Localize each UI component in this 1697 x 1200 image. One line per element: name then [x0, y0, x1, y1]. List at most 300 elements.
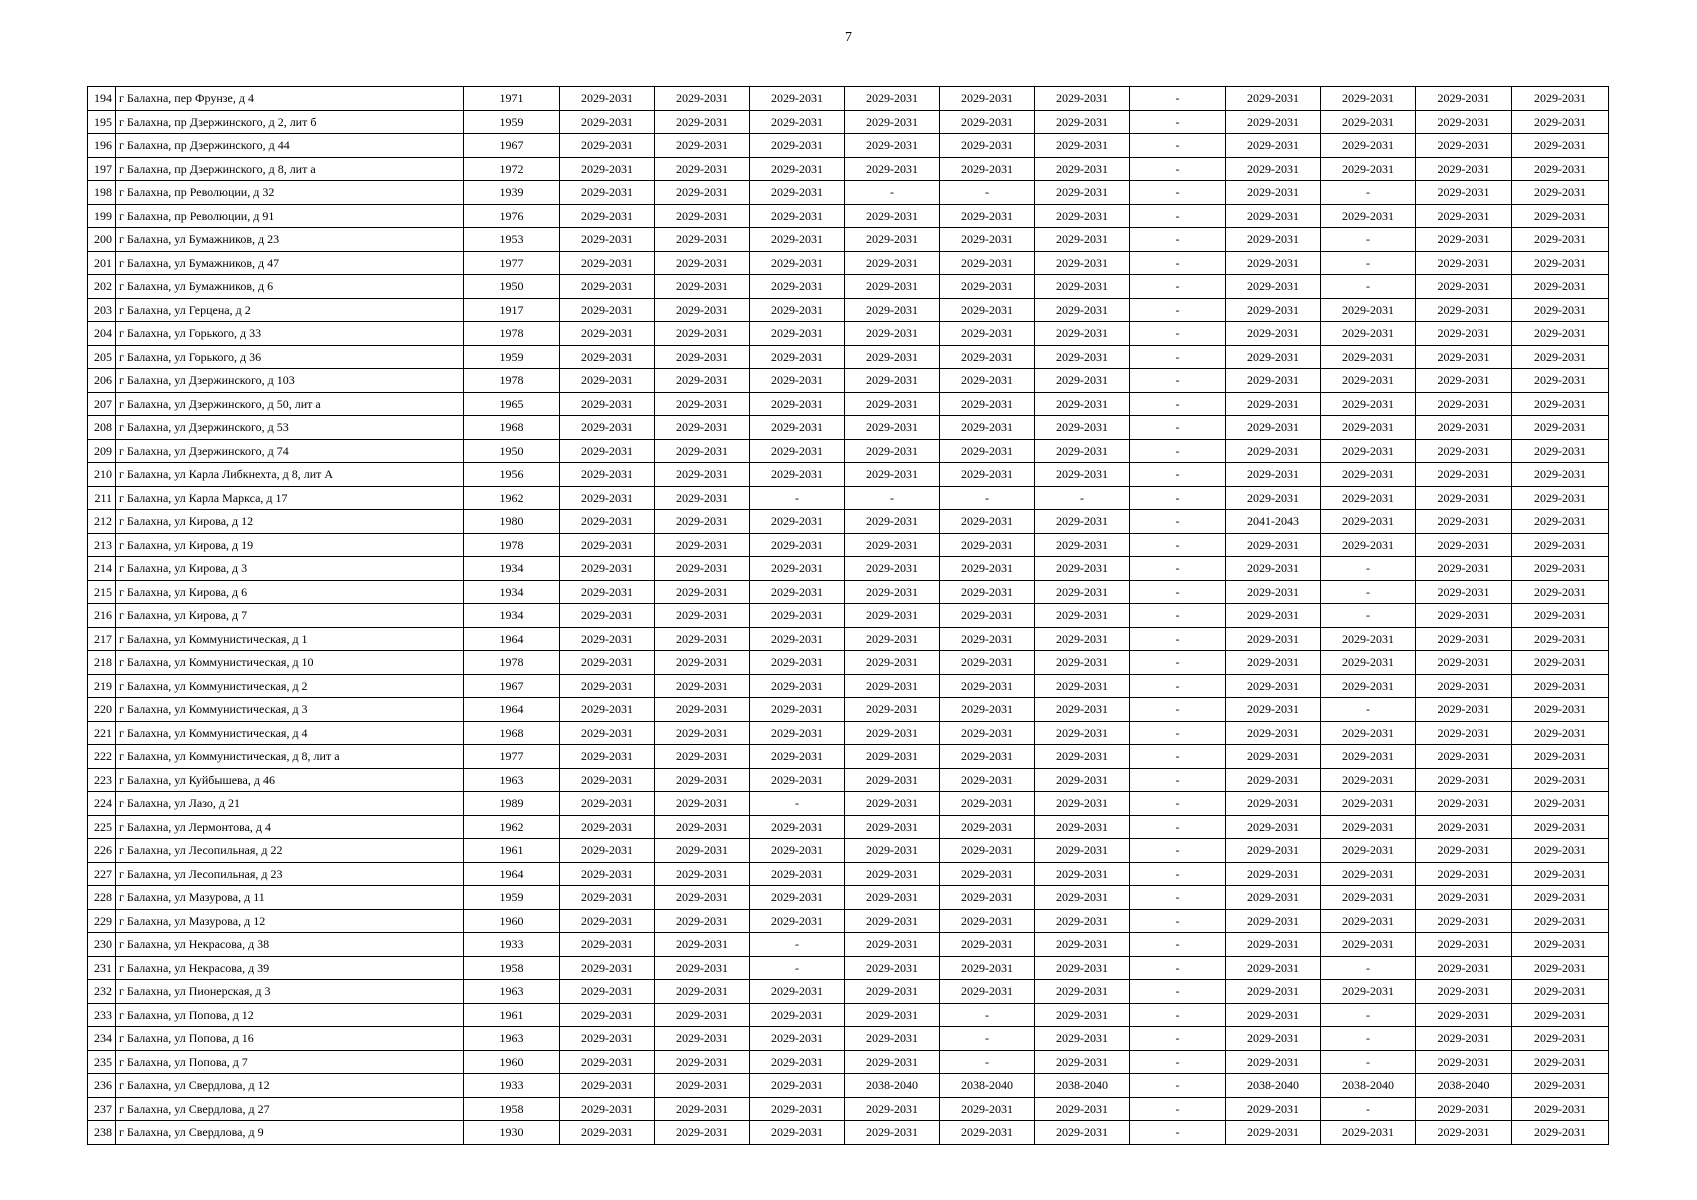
period-cell: - [1130, 909, 1226, 933]
period-cell: 2029-2031 [845, 1027, 940, 1051]
address-cell: г Балахна, ул Карла Либкнехта, д 8, лит А [116, 463, 464, 487]
period-cell: 2029-2031 [1035, 698, 1130, 722]
period-cell: 2029-2031 [1321, 322, 1416, 346]
period-cell: 2029-2031 [1226, 674, 1321, 698]
table-row [88, 1003, 1609, 1027]
table-row [88, 439, 1609, 463]
address-cell: г Балахна, ул Лесопильная, д 22 [116, 839, 464, 863]
period-cell: 2029-2031 [1321, 439, 1416, 463]
period-cell: - [1130, 604, 1226, 628]
period-cell: 2029-2031 [1226, 1003, 1321, 1027]
period-cell: - [940, 1003, 1035, 1027]
address-cell: г Балахна, пр Дзержинского, д 44 [116, 134, 464, 158]
period-cell: 2029-2031 [1226, 651, 1321, 675]
period-cell: 2029-2031 [655, 369, 750, 393]
row-number: 223 [88, 768, 116, 792]
period-cell: 2029-2031 [1035, 604, 1130, 628]
period-cell: 2029-2031 [940, 745, 1035, 769]
table-row [88, 322, 1609, 346]
period-cell: - [750, 486, 845, 510]
table-row [88, 134, 1609, 158]
period-cell: 2029-2031 [1512, 909, 1609, 933]
row-number: 197 [88, 157, 116, 181]
period-cell: 2029-2031 [750, 721, 845, 745]
row-number: 225 [88, 815, 116, 839]
period-cell: 2029-2031 [1226, 627, 1321, 651]
period-cell: 2029-2031 [1512, 181, 1609, 205]
table-row [88, 627, 1609, 651]
period-cell: 2029-2031 [1321, 792, 1416, 816]
period-cell: 2029-2031 [1512, 369, 1609, 393]
period-cell: 2029-2031 [1321, 298, 1416, 322]
period-cell: 2029-2031 [1226, 815, 1321, 839]
period-cell: 2029-2031 [655, 228, 750, 252]
table-row [88, 792, 1609, 816]
year-cell: 1962 [464, 486, 560, 510]
period-cell: - [940, 486, 1035, 510]
year-cell: 1976 [464, 204, 560, 228]
period-cell: 2029-2031 [655, 933, 750, 957]
period-cell: 2029-2031 [750, 1050, 845, 1074]
table-row [88, 369, 1609, 393]
period-cell: 2029-2031 [750, 322, 845, 346]
row-number: 216 [88, 604, 116, 628]
period-cell: 2029-2031 [940, 557, 1035, 581]
row-number: 219 [88, 674, 116, 698]
period-cell: 2029-2031 [1416, 815, 1512, 839]
year-cell: 1965 [464, 392, 560, 416]
period-cell: 2029-2031 [1416, 510, 1512, 534]
period-cell: 2029-2031 [750, 815, 845, 839]
year-cell: 1930 [464, 1121, 560, 1145]
period-cell: 2029-2031 [655, 698, 750, 722]
period-cell: 2029-2031 [940, 322, 1035, 346]
year-cell: 1956 [464, 463, 560, 487]
period-cell: 2029-2031 [1512, 251, 1609, 275]
address-cell: г Балахна, ул Горького, д 36 [116, 345, 464, 369]
period-cell: 2029-2031 [1512, 815, 1609, 839]
table-row [88, 345, 1609, 369]
period-cell: 2029-2031 [845, 204, 940, 228]
period-cell: 2029-2031 [1226, 486, 1321, 510]
period-cell: 2029-2031 [1416, 886, 1512, 910]
period-cell: 2029-2031 [845, 392, 940, 416]
address-cell: г Балахна, ул Коммунистическая, д 4 [116, 721, 464, 745]
period-cell: 2029-2031 [750, 157, 845, 181]
period-cell: 2029-2031 [560, 533, 655, 557]
period-cell: 2029-2031 [1321, 1121, 1416, 1145]
period-cell: 2029-2031 [845, 275, 940, 299]
period-cell: 2029-2031 [940, 134, 1035, 158]
period-cell: 2029-2031 [655, 134, 750, 158]
period-cell: 2029-2031 [1226, 1050, 1321, 1074]
row-number: 224 [88, 792, 116, 816]
period-cell: 2029-2031 [560, 933, 655, 957]
period-cell: - [1130, 416, 1226, 440]
period-cell: 2029-2031 [560, 627, 655, 651]
year-cell: 1989 [464, 792, 560, 816]
table-row [88, 486, 1609, 510]
address-cell: г Балахна, ул Дзержинского, д 53 [116, 416, 464, 440]
period-cell: 2029-2031 [845, 768, 940, 792]
period-cell: 2029-2031 [1321, 392, 1416, 416]
period-cell: 2029-2031 [750, 416, 845, 440]
period-cell: - [1321, 698, 1416, 722]
period-cell: 2029-2031 [940, 416, 1035, 440]
period-cell: 2029-2031 [1035, 1027, 1130, 1051]
period-cell: 2029-2031 [1035, 110, 1130, 134]
period-cell: 2038-2040 [940, 1074, 1035, 1098]
table-row [88, 1121, 1609, 1145]
year-cell: 1967 [464, 674, 560, 698]
period-cell: - [1130, 674, 1226, 698]
year-cell: 1963 [464, 980, 560, 1004]
period-cell: 2029-2031 [940, 392, 1035, 416]
period-cell: 2029-2031 [560, 1074, 655, 1098]
period-cell: 2029-2031 [845, 839, 940, 863]
period-cell: 2029-2031 [560, 157, 655, 181]
period-cell: 2029-2031 [940, 627, 1035, 651]
period-cell: 2029-2031 [1035, 157, 1130, 181]
period-cell: 2029-2031 [1035, 745, 1130, 769]
period-cell: 2029-2031 [1226, 839, 1321, 863]
period-cell: 2029-2031 [1512, 533, 1609, 557]
period-cell: - [1130, 204, 1226, 228]
period-cell: 2029-2031 [940, 110, 1035, 134]
row-number: 200 [88, 228, 116, 252]
period-cell: 2029-2031 [940, 956, 1035, 980]
period-cell: 2029-2031 [1416, 181, 1512, 205]
row-number: 208 [88, 416, 116, 440]
period-cell: 2029-2031 [845, 1097, 940, 1121]
period-cell: 2029-2031 [1512, 298, 1609, 322]
table-row [88, 392, 1609, 416]
page-number: 7 [845, 30, 852, 45]
period-cell: 2029-2031 [1416, 322, 1512, 346]
period-cell: 2029-2031 [1035, 416, 1130, 440]
period-cell: 2029-2031 [845, 134, 940, 158]
period-cell: - [1130, 651, 1226, 675]
period-cell: 2029-2031 [845, 580, 940, 604]
period-cell: 2029-2031 [750, 651, 845, 675]
year-cell: 1967 [464, 134, 560, 158]
period-cell: 2038-2040 [845, 1074, 940, 1098]
row-number: 232 [88, 980, 116, 1004]
row-number: 229 [88, 909, 116, 933]
period-cell: 2029-2031 [1416, 862, 1512, 886]
period-cell: - [1130, 557, 1226, 581]
period-cell: 2029-2031 [845, 87, 940, 111]
period-cell: 2029-2031 [1512, 416, 1609, 440]
year-cell: 1934 [464, 580, 560, 604]
period-cell: 2029-2031 [655, 886, 750, 910]
period-cell: 2029-2031 [1512, 110, 1609, 134]
address-cell: г Балахна, ул Свердлова, д 12 [116, 1074, 464, 1098]
period-cell: 2029-2031 [845, 909, 940, 933]
period-cell: 2029-2031 [845, 792, 940, 816]
period-cell: 2029-2031 [845, 933, 940, 957]
table-row [88, 839, 1609, 863]
table-row [88, 228, 1609, 252]
period-cell: 2029-2031 [1035, 1003, 1130, 1027]
table-row [88, 275, 1609, 299]
period-cell: 2029-2031 [1226, 745, 1321, 769]
period-cell: 2029-2031 [750, 557, 845, 581]
row-number: 220 [88, 698, 116, 722]
period-cell: 2029-2031 [1321, 134, 1416, 158]
period-cell: 2029-2031 [655, 345, 750, 369]
period-cell: - [1130, 463, 1226, 487]
address-cell: г Балахна, ул Дзержинского, д 50, лит а [116, 392, 464, 416]
period-cell: - [1130, 322, 1226, 346]
address-cell: г Балахна, ул Кирова, д 3 [116, 557, 464, 581]
table-row [88, 1074, 1609, 1098]
period-cell: 2029-2031 [655, 768, 750, 792]
period-cell: 2029-2031 [845, 439, 940, 463]
period-cell: 2029-2031 [1512, 721, 1609, 745]
year-cell: 1934 [464, 604, 560, 628]
period-cell: 2029-2031 [1416, 1097, 1512, 1121]
period-cell: - [1130, 815, 1226, 839]
year-cell: 1971 [464, 87, 560, 111]
row-number: 195 [88, 110, 116, 134]
year-cell: 1980 [464, 510, 560, 534]
period-cell: - [1130, 533, 1226, 557]
period-cell: 2029-2031 [1321, 369, 1416, 393]
period-cell: 2029-2031 [750, 604, 845, 628]
period-cell: 2029-2031 [655, 862, 750, 886]
period-cell: 2029-2031 [750, 886, 845, 910]
period-cell: 2029-2031 [560, 275, 655, 299]
period-cell: - [1321, 580, 1416, 604]
table-row [88, 862, 1609, 886]
period-cell: 2029-2031 [1512, 745, 1609, 769]
period-cell: 2029-2031 [750, 298, 845, 322]
period-cell: 2029-2031 [1416, 909, 1512, 933]
year-cell: 1968 [464, 721, 560, 745]
period-cell: 2029-2031 [940, 463, 1035, 487]
period-cell: 2029-2031 [1035, 627, 1130, 651]
row-number: 221 [88, 721, 116, 745]
period-cell: - [1321, 1027, 1416, 1051]
period-cell: 2029-2031 [1035, 275, 1130, 299]
period-cell: 2029-2031 [1416, 580, 1512, 604]
period-cell: 2029-2031 [1321, 886, 1416, 910]
period-cell: 2029-2031 [845, 557, 940, 581]
period-cell: 2029-2031 [940, 815, 1035, 839]
period-cell: 2029-2031 [1226, 698, 1321, 722]
period-cell: - [1130, 862, 1226, 886]
year-cell: 1972 [464, 157, 560, 181]
period-cell: 2029-2031 [655, 416, 750, 440]
period-cell: 2029-2031 [1512, 228, 1609, 252]
period-cell: 2029-2031 [1321, 980, 1416, 1004]
period-cell: 2029-2031 [1226, 439, 1321, 463]
period-cell: 2029-2031 [655, 510, 750, 534]
row-number: 230 [88, 933, 116, 957]
period-cell: 2029-2031 [1226, 956, 1321, 980]
period-cell: - [845, 486, 940, 510]
period-cell: 2029-2031 [750, 134, 845, 158]
address-cell: г Балахна, пр Революции, д 32 [116, 181, 464, 205]
period-cell: 2029-2031 [1226, 345, 1321, 369]
period-cell: 2029-2031 [1035, 439, 1130, 463]
period-cell: 2029-2031 [1226, 298, 1321, 322]
period-cell: 2029-2031 [1035, 298, 1130, 322]
period-cell: 2029-2031 [1226, 416, 1321, 440]
period-cell: 2029-2031 [655, 87, 750, 111]
period-cell: 2029-2031 [1512, 1003, 1609, 1027]
period-cell: 2029-2031 [655, 1003, 750, 1027]
period-cell: 2029-2031 [1035, 181, 1130, 205]
period-cell: 2029-2031 [750, 345, 845, 369]
year-cell: 1964 [464, 627, 560, 651]
row-number: 226 [88, 839, 116, 863]
period-cell: 2029-2031 [560, 815, 655, 839]
period-cell: 2029-2031 [750, 1027, 845, 1051]
period-cell: 2029-2031 [1321, 87, 1416, 111]
address-cell: г Балахна, ул Коммунистическая, д 10 [116, 651, 464, 675]
table-row [88, 157, 1609, 181]
period-cell: - [1130, 1074, 1226, 1098]
period-cell: 2029-2031 [845, 1050, 940, 1074]
period-cell: - [1130, 580, 1226, 604]
period-cell: 2029-2031 [750, 533, 845, 557]
period-cell: 2029-2031 [655, 110, 750, 134]
period-cell: 2029-2031 [1035, 862, 1130, 886]
table-row [88, 533, 1609, 557]
table-row [88, 933, 1609, 957]
period-cell: - [1130, 627, 1226, 651]
year-cell: 1939 [464, 181, 560, 205]
row-number: 233 [88, 1003, 116, 1027]
period-cell: - [1130, 768, 1226, 792]
period-cell: 2029-2031 [750, 627, 845, 651]
period-cell: 2029-2031 [1226, 980, 1321, 1004]
period-cell: 2029-2031 [750, 1003, 845, 1027]
year-cell: 1959 [464, 345, 560, 369]
period-cell: 2029-2031 [1512, 862, 1609, 886]
period-cell: 2029-2031 [940, 839, 1035, 863]
period-cell: 2029-2031 [560, 134, 655, 158]
period-cell: 2029-2031 [1035, 956, 1130, 980]
period-cell: - [1130, 721, 1226, 745]
period-cell: 2029-2031 [560, 580, 655, 604]
period-cell: 2029-2031 [940, 721, 1035, 745]
period-cell: 2029-2031 [560, 839, 655, 863]
period-cell: 2029-2031 [1035, 557, 1130, 581]
address-cell: г Балахна, ул Мазурова, д 11 [116, 886, 464, 910]
period-cell: 2029-2031 [560, 792, 655, 816]
year-cell: 1917 [464, 298, 560, 322]
period-cell: 2029-2031 [1035, 463, 1130, 487]
period-cell: 2029-2031 [845, 651, 940, 675]
period-cell: 2029-2031 [655, 1027, 750, 1051]
period-cell: 2029-2031 [1416, 110, 1512, 134]
period-cell: 2029-2031 [1512, 157, 1609, 181]
period-cell: 2029-2031 [940, 204, 1035, 228]
period-cell: 2029-2031 [1035, 533, 1130, 557]
period-cell: 2029-2031 [1035, 909, 1130, 933]
period-cell: 2029-2031 [750, 204, 845, 228]
period-cell: 2029-2031 [845, 322, 940, 346]
period-cell: 2029-2031 [1321, 627, 1416, 651]
table-row [88, 1027, 1609, 1051]
period-cell: 2029-2031 [1512, 510, 1609, 534]
period-cell: 2029-2031 [940, 298, 1035, 322]
period-cell: 2029-2031 [1226, 886, 1321, 910]
period-cell: 2029-2031 [1226, 392, 1321, 416]
period-cell: 2029-2031 [1416, 698, 1512, 722]
row-number: 222 [88, 745, 116, 769]
period-cell: 2029-2031 [1512, 87, 1609, 111]
address-cell: г Балахна, ул Коммунистическая, д 2 [116, 674, 464, 698]
period-cell: 2029-2031 [1226, 87, 1321, 111]
year-cell: 1950 [464, 439, 560, 463]
period-cell: 2029-2031 [845, 463, 940, 487]
period-cell: 2029-2031 [1226, 181, 1321, 205]
year-cell: 1959 [464, 886, 560, 910]
period-cell: 2029-2031 [940, 792, 1035, 816]
period-cell: 2029-2031 [655, 181, 750, 205]
period-cell: 2029-2031 [1321, 345, 1416, 369]
period-cell: 2029-2031 [750, 1097, 845, 1121]
period-cell: 2029-2031 [560, 486, 655, 510]
period-cell: 2029-2031 [750, 110, 845, 134]
period-cell: 2029-2031 [1035, 251, 1130, 275]
period-cell: 2029-2031 [560, 510, 655, 534]
address-cell: г Балахна, ул Попова, д 12 [116, 1003, 464, 1027]
address-cell: г Балахна, пер Фрунзе, д 4 [116, 87, 464, 111]
period-cell: 2029-2031 [560, 1027, 655, 1051]
period-cell: 2029-2031 [560, 392, 655, 416]
period-cell: 2029-2031 [1416, 416, 1512, 440]
period-cell: 2029-2031 [940, 674, 1035, 698]
period-cell: 2029-2031 [560, 204, 655, 228]
period-cell: 2029-2031 [560, 251, 655, 275]
year-cell: 1950 [464, 275, 560, 299]
period-cell: 2029-2031 [655, 204, 750, 228]
period-cell: 2029-2031 [655, 275, 750, 299]
row-number: 210 [88, 463, 116, 487]
period-cell: 2029-2031 [940, 251, 1035, 275]
row-number: 212 [88, 510, 116, 534]
year-cell: 1978 [464, 369, 560, 393]
period-cell: 2029-2031 [655, 580, 750, 604]
period-cell: 2029-2031 [1512, 580, 1609, 604]
period-cell: 2029-2031 [1512, 1050, 1609, 1074]
period-cell: 2029-2031 [655, 1050, 750, 1074]
period-cell: 2029-2031 [1321, 839, 1416, 863]
period-cell: 2029-2031 [1226, 463, 1321, 487]
period-cell: 2029-2031 [1416, 839, 1512, 863]
period-cell: 2029-2031 [845, 110, 940, 134]
address-cell: г Балахна, ул Коммунистическая, д 8, лит а [116, 745, 464, 769]
row-number: 217 [88, 627, 116, 651]
period-cell: 2029-2031 [750, 392, 845, 416]
period-cell: 2029-2031 [845, 251, 940, 275]
period-cell: - [940, 181, 1035, 205]
period-cell: 2029-2031 [845, 604, 940, 628]
period-cell: 2029-2031 [1512, 557, 1609, 581]
period-cell: 2029-2031 [750, 463, 845, 487]
year-cell: 1958 [464, 1097, 560, 1121]
period-cell: 2029-2031 [940, 275, 1035, 299]
period-cell: 2029-2031 [1321, 204, 1416, 228]
period-cell: 2029-2031 [655, 792, 750, 816]
period-cell: 2029-2031 [1321, 862, 1416, 886]
period-cell: 2029-2031 [1321, 745, 1416, 769]
